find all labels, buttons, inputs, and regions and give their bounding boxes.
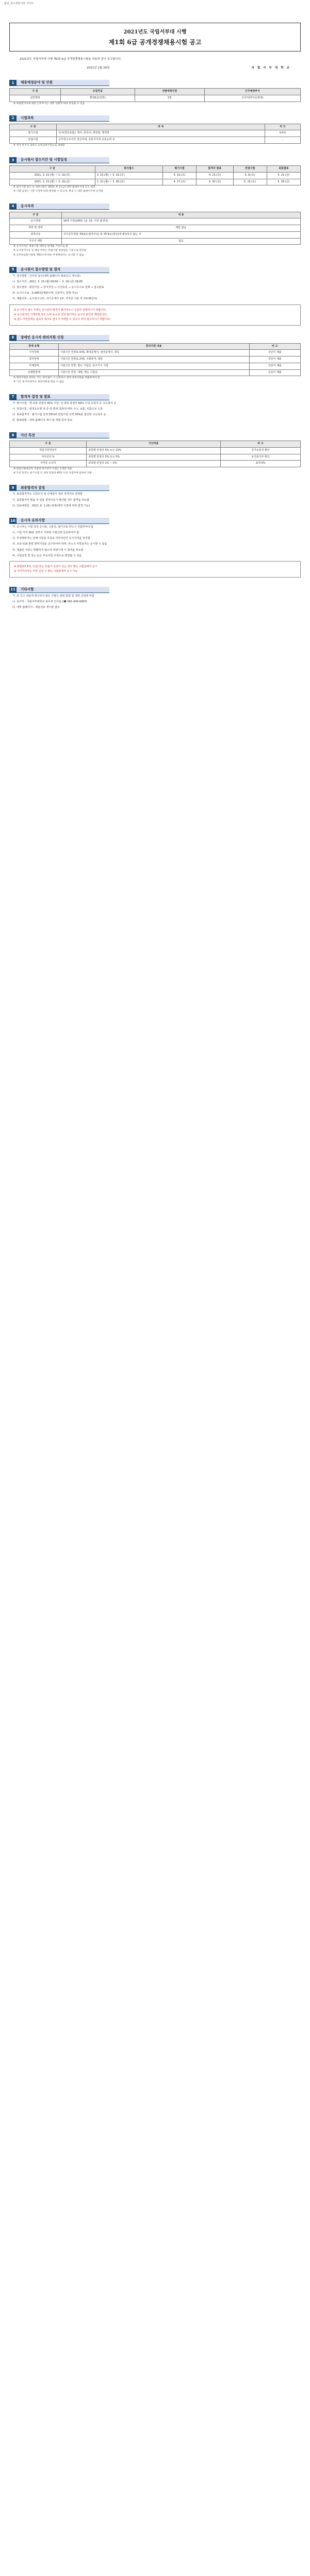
table-cell: 지체장애	[10, 363, 59, 369]
table-header: 최종발표	[267, 166, 300, 173]
table-cell: 18세 이상(2003. 12. 31. 이전 출생자)	[61, 218, 300, 225]
positions-table	[9, 88, 301, 102]
table-cell: 국가공무원법 제33조(결격사유) 및 제74조(정년)에 해당하지 않는 자	[61, 231, 300, 238]
table-note: ※ 필기시험 장소 등 세부사항은 2021. 4. 2.(금) 대학 홈페이지에 공고 예정	[13, 186, 95, 189]
table-cell: 4. 23.(금)	[197, 172, 233, 179]
table-cell: 제한 없음	[61, 225, 300, 232]
table-cell: 최대 5%	[220, 461, 300, 467]
table-row	[10, 130, 301, 137]
table-header: 구 분	[10, 212, 62, 218]
table-header: 모집직급	[60, 89, 135, 95]
table-cell: 국가보훈처 확인	[220, 447, 300, 454]
header-note: 붙임_접수관련서류 사이트	[4, 2, 34, 5]
list-item: 가. 본 공고 내용에 명시되지 않은 사항은 관련 법령 및 대학 규정에 따름	[12, 594, 94, 598]
table-cell: 시각장애	[10, 350, 59, 357]
section-1-header	[9, 80, 301, 86]
section-number: 1	[9, 80, 17, 86]
table-row	[10, 95, 301, 101]
table-cell: 결격사유	[10, 231, 62, 238]
section-number: 11	[9, 587, 17, 593]
list-item: 라. 코로나19 관련 방역지침을 준수하여야 하며, 마스크 미착용자는 응시할 수 없음	[12, 543, 107, 546]
list-item: 나. 최종합격자 발표 후 임용 결격사유가 발견될 경우 합격을 취소함	[12, 498, 90, 502]
section-8-header	[9, 432, 301, 438]
title-box	[9, 23, 301, 52]
section-10-header	[9, 518, 301, 524]
notice-line: ※ 응시원서의 기재사항 착오·누락 등으로 인한 불이익은 응시자 본인의 책임입니다.	[14, 313, 108, 316]
section-title: 응시원서 접수방법 및 절차	[17, 267, 109, 273]
date-signature	[87, 66, 290, 71]
list-item: 다. 최종합격자 : 필기시험 성적 50%와 면접시험 성적 50%를 합산한 고득점자 순	[12, 413, 106, 416]
list-item: 나. 접수기간 : 2021. 3. 15.(월) 09:00 ~ 3. 19.(금) 18:00	[12, 280, 83, 283]
table-header: 구 분	[10, 441, 87, 448]
list-item: 바. 시험일정 및 장소 등은 부득이한 사정으로 변경될 수 있음	[12, 554, 82, 557]
table-header: 면접시험	[233, 166, 267, 173]
section-3-header	[9, 157, 301, 163]
table-cell: 일반행정	[10, 95, 61, 101]
subjects-table	[9, 124, 301, 144]
section-title: 장애인 응시자 편의지원 신청	[17, 335, 109, 341]
table-cell: 5. 28.(금)	[267, 179, 300, 185]
section-number: 8	[9, 432, 17, 438]
table-cell: 학력 및 경력	[10, 225, 62, 232]
section-4-header	[9, 204, 301, 210]
section-title: 최종합격자 결정	[17, 485, 109, 491]
table-cell: 청각장애	[10, 357, 59, 363]
section-number: 3	[9, 157, 17, 163]
table-note: ※ 최종합격자에 대한 근무부서는 대학 상황에 따라 변경될 수 있음	[13, 102, 85, 105]
section-title: 시험과목	[17, 115, 109, 122]
section-title: 응시원서 접수기간 및 시험일정	[17, 157, 109, 163]
list-item: 나. 시험 시작 30분 전까지 지정된 시험실에 입실하여야 함	[12, 531, 79, 535]
table-cell: 의사상자 등	[10, 454, 87, 461]
table-header: 비 고	[249, 343, 300, 350]
list-item: 가. 응시자는 시험 당일 응시표, 신분증, 필기구를 반드시 지참하여야 함	[12, 525, 94, 529]
list-item: 마. 제출서류 : 응시원서 1부, 자기소개서 1부, 자격증 사본 각 1부(해당자)	[12, 297, 97, 301]
table-cell: 없음	[61, 238, 300, 245]
table-header: 선발예정인원	[135, 89, 204, 95]
table-note: ※ 가산 특전은 필기시험 각 과목 만점의 40% 이상 득점자에 한하여 적용	[13, 472, 92, 475]
table-row	[10, 238, 301, 245]
table-header: 합격자 발표	[197, 166, 233, 173]
table-header: 구 분	[10, 124, 57, 130]
section-number: 5	[9, 267, 17, 273]
table-header: 구 분	[10, 166, 95, 173]
table-cell: 과목별 만점의 1% ~ 5%	[87, 461, 221, 467]
table-cell: 시험시간 연장, 별도 시험실, 보조기구 지참	[58, 363, 249, 369]
table-header: 비 고	[220, 441, 300, 448]
table-cell: 과목별 만점의 3% 또는 5%	[87, 454, 221, 461]
table-cell: 시험시간 연장(1.5배), 확대문제지, 점자문제지, 대독	[58, 350, 249, 357]
table-header: 편의지원 내용	[58, 343, 249, 350]
table-note: ※ 기간 내 미신청자는 편의지원을 받을 수 없음	[13, 381, 64, 384]
table-cell: 2021. 3. 15.(월) ~ 3. 19.(금)	[10, 172, 95, 179]
section-9-header	[9, 485, 301, 491]
list-item: 다. 임용예정일 : 2021. 6. 1.(화) 예정(대학 사정에 따라 변경 가능)	[12, 504, 90, 507]
table-header: 비 고	[265, 124, 301, 130]
title-line2: 제1회 6급 공개경쟁채용시험 공고	[108, 38, 202, 46]
list-item: 가. 필기시험 : 매 과목 만점의 40% 이상, 전 과목 총점의 60% 이상 득점자 중 고득점자 순	[12, 401, 117, 405]
notice-line: ※ 발열(37.5℃ 이상) 또는 호흡기 증상이 있는 경우 별도 시험실에서 응시	[14, 565, 97, 568]
schedule-table	[9, 165, 301, 185]
table-row	[10, 179, 301, 185]
table-note: ※ 공무원임용시험령 제51조에 따른 부정행위자는 응시할 수 없음	[13, 253, 84, 257]
section-number: 10	[9, 518, 17, 524]
section-number: 7	[9, 394, 17, 400]
section-5-header	[9, 267, 301, 273]
table-note: ※ 응시결격사유 등 해당 여부는 면접시험 최종일을 기준으로 판단함	[13, 249, 87, 252]
section-title: 채용예정분야 및 인원	[17, 80, 109, 86]
section-number: 6	[9, 335, 17, 341]
list-item: 다. 접수절차 : 회원가입 → 원서작성 → 사진등록 → 응시수수료 결제 → 접수완료	[12, 286, 104, 290]
table-cell: 보건복지부 확인	[220, 454, 300, 461]
table-cell: 1명	[135, 95, 204, 101]
table-cell: 5과목	[265, 130, 301, 137]
table-row	[10, 369, 301, 376]
table-row	[10, 225, 301, 232]
table-header: 가산비율	[87, 441, 221, 448]
table-header: 근무예정부서	[204, 89, 300, 95]
table-note: ※ 시험 일정은 기관 사정에 따라 변경될 수 있으며, 변경 시 대학 홈페이지에 공지함	[13, 190, 103, 193]
notice-box	[9, 561, 301, 578]
section-title: 응시자 유의사항	[17, 518, 109, 524]
table-row	[10, 461, 301, 467]
table-cell: 시험시간 연장, 대필, 별도 시험실	[58, 369, 249, 376]
table-cell: 3. 22.(월) ~ 3. 26.(금)	[95, 179, 162, 185]
table-header: 필기시험	[162, 166, 196, 173]
list-item: 라. 응시수수료 : 5,000원(계좌이체, 신용카드 결제 가능)	[12, 292, 78, 295]
table-cell: 공무원으로서의 정신자세, 전문지식과 응용능력 등	[57, 137, 265, 144]
section-title: 기타사항	[17, 587, 109, 593]
document	[9, 10, 301, 611]
table-row	[10, 357, 301, 363]
table-note: ※ 취업지원대상자 가점과 의사상자 가점은 1개만 적용	[13, 468, 72, 471]
notice-line: ※ 응시원서 접수 후에는 응시분야 변경이 불가하오니 신중히 선택하시기 바랍니다.	[14, 308, 107, 312]
table-row	[10, 447, 301, 454]
table-row	[10, 363, 301, 369]
section-11-header	[9, 587, 301, 593]
table-cell: 진단서 제출	[249, 363, 300, 369]
section-number: 2	[9, 115, 17, 122]
table-note: ※ 응시자격은 최종시험 예정일 현재를 기준으로 함	[13, 245, 68, 248]
table-cell: 과목별 만점의 5% 또는 10%	[87, 447, 221, 454]
table-cell: 응시연령	[10, 218, 62, 225]
list-item: 마. 제출된 서류는 반환하지 않으며 허위기재 시 합격을 취소함	[12, 548, 84, 552]
section-7-header	[9, 394, 301, 400]
table-cell: 뇌병변장애	[10, 369, 59, 376]
notice-box	[9, 304, 301, 326]
section-6-header	[9, 335, 301, 341]
list-item: 라. 발표방법 : 대학 홈페이지 게시 및 개별 문자 통보	[12, 419, 73, 422]
table-row	[10, 350, 301, 357]
eligibility-table	[9, 212, 301, 245]
table-row	[10, 172, 301, 179]
list-item: 가. 접수방법 : 인터넷 접수(대학 홈페이지 채용공고 게시판)	[12, 274, 80, 278]
intro-text: 2021년도 국립서부대 시행 제1회 6급 공개경쟁채용시험을 다음과 같이 공고합니다.	[20, 58, 122, 61]
table-row	[10, 137, 301, 144]
table-cell: 면접시험	[10, 137, 57, 144]
table-note: ※ 편의지원을 원하는 자는 원서접수 시 신청하고 관련 증빙서류를 제출하여야 함	[13, 377, 100, 380]
section-number: 4	[9, 204, 17, 210]
table-cell: 3. 15.(월) ~ 3. 19.(금)	[95, 172, 162, 179]
table-note: ※ 영어·한국사 과목은 능력검정시험으로 대체함	[13, 144, 65, 147]
table-cell: 교무처(학사운영과)	[204, 95, 300, 101]
disability-support-table	[9, 343, 301, 377]
section-title: 응시자격	[17, 204, 109, 210]
table-cell: 국어(한문포함), 영어, 한국사, 행정법, 행정학	[57, 130, 265, 137]
table-cell: 4. 17.(토)	[162, 179, 196, 185]
table-cell: 4. 30.(금)	[197, 179, 233, 185]
table-header: 구 분	[10, 89, 61, 95]
title-line1: 2021년도 국립서부대 시행	[123, 29, 187, 35]
table-cell: 5. 8.(토)	[233, 172, 267, 179]
table-cell: 거주지 제한	[10, 238, 62, 245]
table-row	[10, 231, 301, 238]
table-cell: 필기시험	[10, 130, 57, 137]
announce-date: 2021년 2월 26일	[87, 66, 110, 70]
list-item: 다. 부정행위자는 당해 시험을 무효로 하며 5년간 응시자격을 정지함	[12, 537, 90, 540]
list-item: 가. 최종합격자는 신원조사 및 신체검사 결과 적격자로 결정함	[12, 493, 83, 496]
signer: 국 립 서 부 대 학 교	[251, 66, 290, 70]
notice-line: ※ 접수 마감일에는 접속자 폭주로 접수가 어려울 수 있으니 미리 접수하시기 바랍니다.	[14, 317, 111, 321]
section-2-header	[9, 115, 301, 122]
table-cell: 진단서 제출	[249, 357, 300, 363]
table-cell: 4. 10.(토)	[162, 172, 196, 179]
table-header: 장애 유형	[10, 343, 59, 350]
list-item: 나. 문의처 : 국립서부대학교 총무과 인사팀 (☎ 061-000-0000)	[12, 600, 87, 604]
notice-line: ※ 자가격리자는 사전 신청 시 별도 시험장에서 응시 가능	[14, 569, 78, 573]
table-cell: 행정6급(일반)	[60, 95, 135, 101]
table-header: 내 용	[61, 212, 300, 218]
table-cell: 5. 15.(토)	[233, 179, 267, 185]
table-header: 과 목	[57, 124, 265, 130]
table-cell: 자격증 소지자	[10, 461, 87, 467]
section-title: 합격자 결정 및 발표	[17, 394, 109, 400]
table-cell: 진단서 제출	[249, 369, 300, 376]
bonus-table	[9, 440, 301, 467]
section-title: 가산 특전	[17, 432, 109, 438]
table-cell: 진단서 제출	[249, 350, 300, 357]
table-row	[10, 218, 301, 225]
table-cell: 2021. 3. 15.(월) ~ 3. 19.(금)	[10, 179, 95, 185]
table-cell: 5. 21.(금)	[267, 172, 300, 179]
table-row	[10, 454, 301, 461]
table-header: 원서접수	[95, 166, 162, 173]
table-cell: -	[265, 137, 301, 144]
list-item: 나. 면접시험 : 평정요소별 상·중·하 평정 결과에 따라 우수, 보통, 미흡으로 구분	[12, 407, 103, 411]
list-item: 다. 대학 홈페이지 : 채용정보 게시판 참조	[12, 606, 60, 609]
table-cell: 시험시간 연장(1.2배), 수화통역, 필담	[58, 357, 249, 363]
table-cell: 취업지원대상자	[10, 447, 87, 454]
section-number: 9	[9, 485, 17, 491]
